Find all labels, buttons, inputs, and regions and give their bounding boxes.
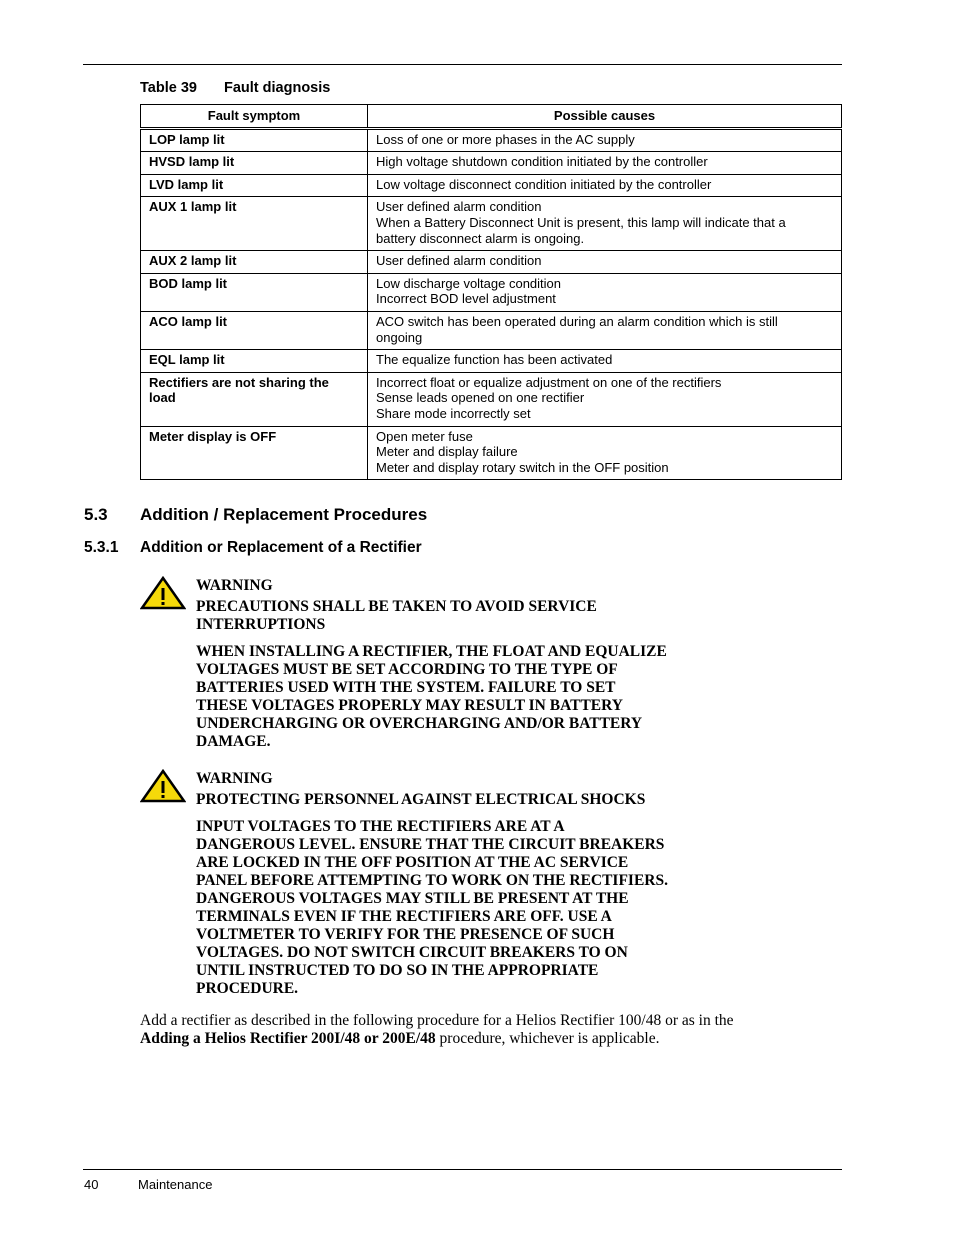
fault-symptom-cell xyxy=(141,251,368,274)
fault-symptom-text: BOD lamp lit xyxy=(149,275,228,291)
possible-causes-cell xyxy=(368,426,842,480)
subsection-number: 5.3.1 xyxy=(84,539,119,556)
footer-section-name: Maintenance xyxy=(138,1177,213,1192)
possible-cause-text: Incorrect BOD level adjustment xyxy=(376,291,556,307)
subsection-title: Addition or Replacement of a Rectifier xyxy=(140,539,422,556)
possible-cause-text: The equalize function has been activated xyxy=(376,352,613,368)
paragraph-line-rest: procedure, whichever is applicable. xyxy=(435,1030,660,1047)
table-row xyxy=(141,128,842,152)
header-rule xyxy=(83,64,842,65)
warning-body-line: DAMAGE. xyxy=(196,733,271,750)
warning-body-line: UNDERCHARGING OR OVERCHARGING AND/OR BATTERY xyxy=(196,715,643,732)
warning-triangle-icon xyxy=(140,769,186,803)
warning-title-line: INTERRUPTIONS xyxy=(196,616,326,633)
table-caption xyxy=(140,80,330,96)
possible-causes-cell xyxy=(368,251,842,274)
possible-cause-text: battery disconnect alarm is ongoing. xyxy=(376,230,585,246)
possible-cause-text: Low discharge voltage condition xyxy=(376,275,562,291)
warning-title xyxy=(196,598,756,634)
table-row xyxy=(141,197,842,251)
possible-cause-text: Open meter fuse xyxy=(376,428,473,444)
warning-block-2 xyxy=(196,770,756,998)
possible-cause-text: ongoing xyxy=(376,329,423,345)
possible-causes-cell xyxy=(368,174,842,197)
warning-body-line: ARE LOCKED IN THE OFF POSITION AT THE AC SERVICE xyxy=(196,854,629,871)
possible-causes-cell xyxy=(368,128,842,152)
warning-body-line: VOLTAGES MUST BE SET ACCORDING TO THE TYPE OF xyxy=(196,661,618,678)
paragraph-line: Add a rectifier as described in the following procedure for a Helios Rectifier 100/48 or as in the xyxy=(140,1012,734,1029)
possible-causes-cell xyxy=(368,372,842,426)
possible-cause-text: When a Battery Disconnect Unit is present, this lamp will indicate that a xyxy=(376,214,786,230)
section-heading xyxy=(84,505,427,525)
warning-body-line: VOLTAGES. DO NOT SWITCH CIRCUIT BREAKERS TO ON xyxy=(196,944,628,961)
possible-cause-text: Share mode incorrectly set xyxy=(376,405,531,421)
fault-symptom-cell xyxy=(141,311,368,349)
fault-symptom-text: LVD lamp lit xyxy=(149,176,224,192)
fault-symptom-cell xyxy=(141,128,368,152)
fault-symptom-text: Rectifiers are not sharing the xyxy=(149,374,329,390)
fault-symptom-text: HVSD lamp lit xyxy=(149,154,235,170)
page-number: 40 xyxy=(84,1177,99,1192)
fault-symptom-cell xyxy=(141,350,368,373)
table-title: Fault diagnosis xyxy=(224,80,331,96)
warning-body-line: BATTERIES USED WITH THE SYSTEM. FAILURE TO SET xyxy=(196,679,616,696)
fault-symptom-text: AUX 2 lamp lit xyxy=(149,253,237,269)
warning-body xyxy=(196,818,756,998)
table-row xyxy=(141,273,842,311)
fault-symptom-cell xyxy=(141,197,368,251)
warning-title xyxy=(196,791,756,809)
possible-cause-text: Low voltage disconnect condition initiated by the controller xyxy=(376,176,712,192)
warning-block-1 xyxy=(196,577,756,751)
warning-body-line: THESE VOLTAGES PROPERLY MAY RESULT IN BATTERY xyxy=(196,697,623,714)
possible-cause-text: Incorrect float or equalize adjustment on one of the rectifiers xyxy=(376,374,722,390)
fault-symptom-cell xyxy=(141,152,368,175)
warning-title-line: PRECAUTIONS SHALL BE TAKEN TO AVOID SERVICE xyxy=(196,598,597,615)
table-row xyxy=(141,251,842,274)
fault-symptom-text: AUX 1 lamp lit xyxy=(149,199,237,215)
possible-cause-text: Loss of one or more phases in the AC supply xyxy=(376,131,635,147)
warning-label: WARNING xyxy=(196,577,273,594)
subsection-heading xyxy=(84,539,422,557)
possible-cause-text: User defined alarm condition xyxy=(376,253,542,269)
possible-causes-cell xyxy=(368,152,842,175)
fault-symptom-text: Meter display is OFF xyxy=(149,428,277,444)
table-header-row xyxy=(141,105,842,129)
warning-title-line: PROTECTING PERSONNEL AGAINST ELECTRICAL SHOCKS xyxy=(196,791,646,808)
possible-causes-cell xyxy=(368,311,842,349)
fault-symptom-text: LOP lamp lit xyxy=(149,131,225,147)
fault-symptom-cell xyxy=(141,174,368,197)
fault-symptom-text: ACO lamp lit xyxy=(149,313,228,329)
fault-symptom-cell xyxy=(141,372,368,426)
warning-body-line: VOLTMETER TO VERIFY FOR THE PRESENCE OF SUCH xyxy=(196,926,615,943)
warning-body-line: INPUT VOLTAGES TO THE RECTIFIERS ARE AT A xyxy=(196,818,565,835)
possible-causes-cell xyxy=(368,197,842,251)
warning-body-line: WHEN INSTALLING A RECTIFIER, THE FLOAT AND EQUALIZE xyxy=(196,643,667,660)
warning-body xyxy=(196,643,756,751)
table-row xyxy=(141,174,842,197)
possible-causes-cell xyxy=(368,273,842,311)
possible-cause-text: Meter and display failure xyxy=(376,444,518,460)
fault-symptom-text: EQL lamp lit xyxy=(149,352,225,368)
section-title: Addition / Replacement Procedures xyxy=(140,505,428,524)
procedure-reference: Adding a Helios Rectifier 200I/48 or 200E/48 xyxy=(140,1030,436,1047)
possible-cause-text: Meter and display rotary switch in the OFF position xyxy=(376,459,669,475)
warning-label: WARNING xyxy=(196,770,273,787)
procedure-intro-paragraph xyxy=(140,1012,840,1048)
header-possible-causes: Possible causes xyxy=(368,105,842,129)
warning-body-line: PANEL BEFORE ATTEMPTING TO WORK ON THE RECTIFIERS. xyxy=(196,872,668,889)
warning-body-line: TERMINALS EVEN IF THE RECTIFIERS ARE OFF. USE A xyxy=(196,908,612,925)
possible-cause-text: ACO switch has been operated during an alarm condition which is still xyxy=(376,313,778,329)
table-row xyxy=(141,152,842,175)
fault-diagnosis-table xyxy=(140,104,842,480)
paragraph-line-2 xyxy=(140,1030,840,1048)
section-number: 5.3 xyxy=(84,505,108,524)
table-number: Table 39 xyxy=(140,80,197,96)
fault-symptom-text: load xyxy=(149,390,176,406)
table-body xyxy=(141,128,842,480)
possible-causes-cell xyxy=(368,350,842,373)
table-row xyxy=(141,311,842,349)
warning-body-line: DANGEROUS VOLTAGES MAY STILL BE PRESENT AT THE xyxy=(196,890,629,907)
warning-body-line: PROCEDURE. xyxy=(196,980,299,997)
possible-cause-text: High voltage shutdown condition initiated by the controller xyxy=(376,154,708,170)
table-row xyxy=(141,350,842,373)
fault-symptom-cell xyxy=(141,273,368,311)
header-fault-symptom: Fault symptom xyxy=(141,105,368,129)
warning-body-line: UNTIL INSTRUCTED TO DO SO IN THE APPROPRIATE xyxy=(196,962,599,979)
possible-cause-text: Sense leads opened on one rectifier xyxy=(376,390,585,406)
possible-cause-text: User defined alarm condition xyxy=(376,199,542,215)
warning-body-line: DANGEROUS LEVEL. ENSURE THAT THE CIRCUIT BREAKERS xyxy=(196,836,665,853)
fault-symptom-cell xyxy=(141,426,368,480)
table-row xyxy=(141,372,842,426)
footer-rule xyxy=(83,1169,842,1170)
table-row xyxy=(141,426,842,480)
warning-triangle-icon xyxy=(140,576,186,610)
